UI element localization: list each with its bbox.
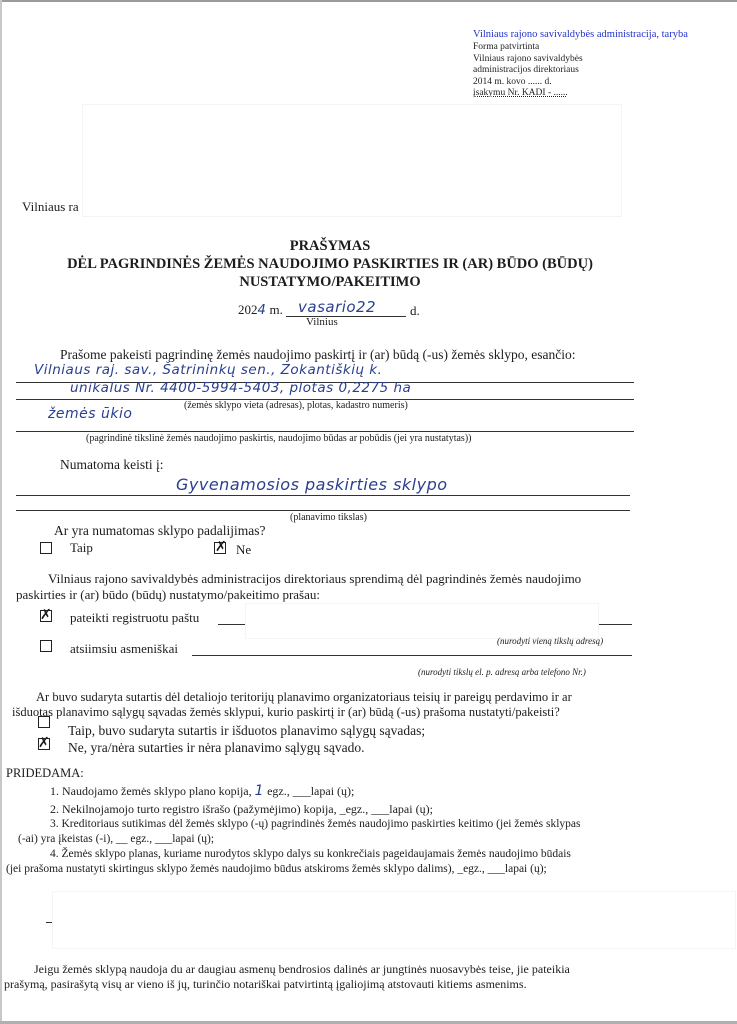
delivery-self-checkbox[interactable] — [40, 640, 52, 652]
city-partial: Vilniaus ra — [22, 199, 79, 214]
approval-line-5: įsakymu Nr. KADI - ...... — [473, 88, 568, 98]
change-caption: (planavimo tikslas) — [290, 512, 367, 523]
division-question: Ar yra numatomas sklypo padalijimas? — [54, 523, 266, 538]
date-month: vasario — [298, 298, 357, 316]
decision-line-1: Vilniaus rajono savivaldybės administracijos direktoriaus sprendimą dėl pagrindinės žemės naudojimo — [48, 571, 582, 586]
redacted-applicant-block — [83, 105, 621, 216]
date-underline — [286, 316, 406, 317]
attach-item-1-text: 1. Naudojamo žemės sklypo plano kopija, — [50, 784, 252, 798]
decision-line-2: paskirties ir (ar) būdo (būdų) nustatymo/pakeitimo prašau: — [16, 587, 320, 602]
division-yes-label: Taip — [70, 540, 93, 555]
change-label: Numatoma keisti į: — [60, 457, 164, 472]
request-caption-1: (žemės sklypo vieta (adresas), plotas, kadastro numeris) — [184, 400, 408, 411]
request-caption-2: (pagrindinė tikslinė žemės naudojimo paskirtis, naudojimo būdas ar pobūdis (jei yra nustatytas)) — [86, 433, 472, 444]
division-no-check-mark: ✗ — [215, 539, 227, 555]
date-year-prefix: 202 — [238, 302, 258, 317]
request-text: Prašome pakeisti pagrindinę žemės naudojimo paskirtį ir (ar) būdą (-us) žemės sklypo, esančio: — [60, 347, 576, 362]
approval-line-3: administracijos direktoriaus — [473, 65, 579, 75]
scan-top-edge — [0, 0, 737, 2]
rule-change-2 — [16, 510, 630, 511]
signature-dash — [46, 922, 52, 923]
attach-item-1-count: 1 — [254, 783, 265, 799]
contract-line-2: išduotas planavimo sąlygų sąvadas žemės sklypui, kurio paskirtį ir (ar) būdą (-us) prašoma nustatyti/pakeisti? — [12, 705, 560, 719]
rule-request-3 — [16, 431, 634, 432]
rule-self — [192, 655, 632, 656]
attach-item-1-rest: egz., ___lapai (ų); — [267, 784, 355, 798]
doc-title: PRAŠYMAS — [289, 238, 371, 254]
attach-item-4-a: 4. Žemės sklypo planas, kuriame nurodytos sklypo dalys su konkrečiais pageidaujamais žemės naudojimo būdais — [50, 848, 571, 860]
delivery-post-label: pateikti registruotu paštu — [70, 610, 200, 625]
attach-item-2: 2. Nekilnojamojo turto registro išrašo (pažymėjimo) kopija, _egz., ___lapai (ų); — [50, 802, 433, 816]
delivery-self-caption: (nurodyti tikslų el. p. adresą arba telefono Nr.) — [418, 667, 586, 677]
delivery-post-caption: (nurodyti vieną tikslų adresą) — [497, 636, 604, 646]
footer-line-2: prašymą, pasirašytą visų ar vieno iš jų, turinčio notariškai patvirtintą įgaliojimą atstovauti kitiems asmenims. — [4, 977, 527, 991]
doc-title-line-3: NUSTATYMO/PAKEITIMO — [239, 274, 421, 290]
redacted-post-address — [246, 604, 598, 638]
footer-line-1: Jeigu žemės sklypą naudoja du ar daugiau asmenų bendrosios dalinės ar jungtinės nuosavybės teise, jie pateikia — [34, 962, 570, 976]
doc-title-line-2: DĖL PAGRINDINĖS ŽEMĖS NAUDOJIMO PASKIRTIES IR (AR) BŪDO (BŪDŲ) — [67, 256, 593, 272]
delivery-self-label: atsiimsiu asmeniškai — [70, 641, 178, 656]
approval-block — [473, 42, 583, 100]
division-no-label: Ne — [236, 542, 252, 557]
attach-item-3-a: 3. Kreditoriaus sutikimas dėl žemės sklypo (-ų) pagrindinės žemės naudojimo paskirties keitimo (jei žemės sklypas — [50, 818, 581, 830]
request-hand-line-3: žemės ūkio — [48, 406, 133, 422]
approval-line-1: Forma patvirtinta — [473, 42, 540, 52]
contract-line-1: Ar buvo sudaryta sutartis dėl detaliojo teritorijų planavimo organizatoriaus teisių ir pareigų perdavimo ir ar — [36, 690, 572, 704]
approval-line-4: 2014 m. kovo ...... d. — [473, 76, 552, 87]
contract-yes-checkbox[interactable] — [38, 716, 50, 728]
institution-stamp: Vilniaus rajono savivaldybės administracija, taryba — [473, 29, 688, 40]
attach-item-1 — [50, 783, 354, 799]
attach-item-4-b: (jei prašoma nustatyti skirtingus sklypo žemės naudojimo būdus atskiroms žemės sklypo dalims), _egz., ___lapai (ų); — [6, 863, 547, 875]
change-hand: Gyvenamosios paskirties sklypo — [176, 475, 448, 494]
date-city: Vilnius — [306, 316, 338, 328]
scan-left-edge — [0, 0, 2, 1024]
approval-line-2: Vilniaus rajono savivaldybės — [473, 53, 583, 64]
contract-no-label: Ne, yra/nėra sutarties ir nėra planavimo sąlygų sąvado. — [68, 740, 365, 755]
attach-item-3-b: (-ai) yra įkeistas (-i), __ egz., ___lapai (ų); — [18, 833, 215, 845]
date-year-digit: 4 — [257, 303, 267, 318]
date-day: 22 — [356, 298, 377, 316]
date-d: d. — [410, 303, 420, 318]
delivery-post-check-mark: ✗ — [40, 607, 52, 623]
date-line — [238, 302, 283, 318]
contract-yes-label: Taip, buvo sudaryta sutartis ir išduotos planavimo sąlygų sąvadas; — [68, 723, 426, 738]
rule-change-1 — [16, 495, 630, 496]
request-hand-line-2: unikalus Nr. 4400-5994-5403, plotas 0,2275 ha — [70, 380, 412, 396]
division-yes-checkbox[interactable] — [40, 542, 52, 554]
contract-no-check-mark: ✗ — [38, 735, 50, 751]
date-m: m. — [269, 302, 283, 317]
request-hand-line-1: Vilniaus raj. sav., Šatrininkų sen., Zokantiškių k. — [34, 362, 383, 378]
redacted-signature-block — [53, 892, 735, 948]
attach-heading: PRIDEDAMA: — [6, 766, 84, 780]
